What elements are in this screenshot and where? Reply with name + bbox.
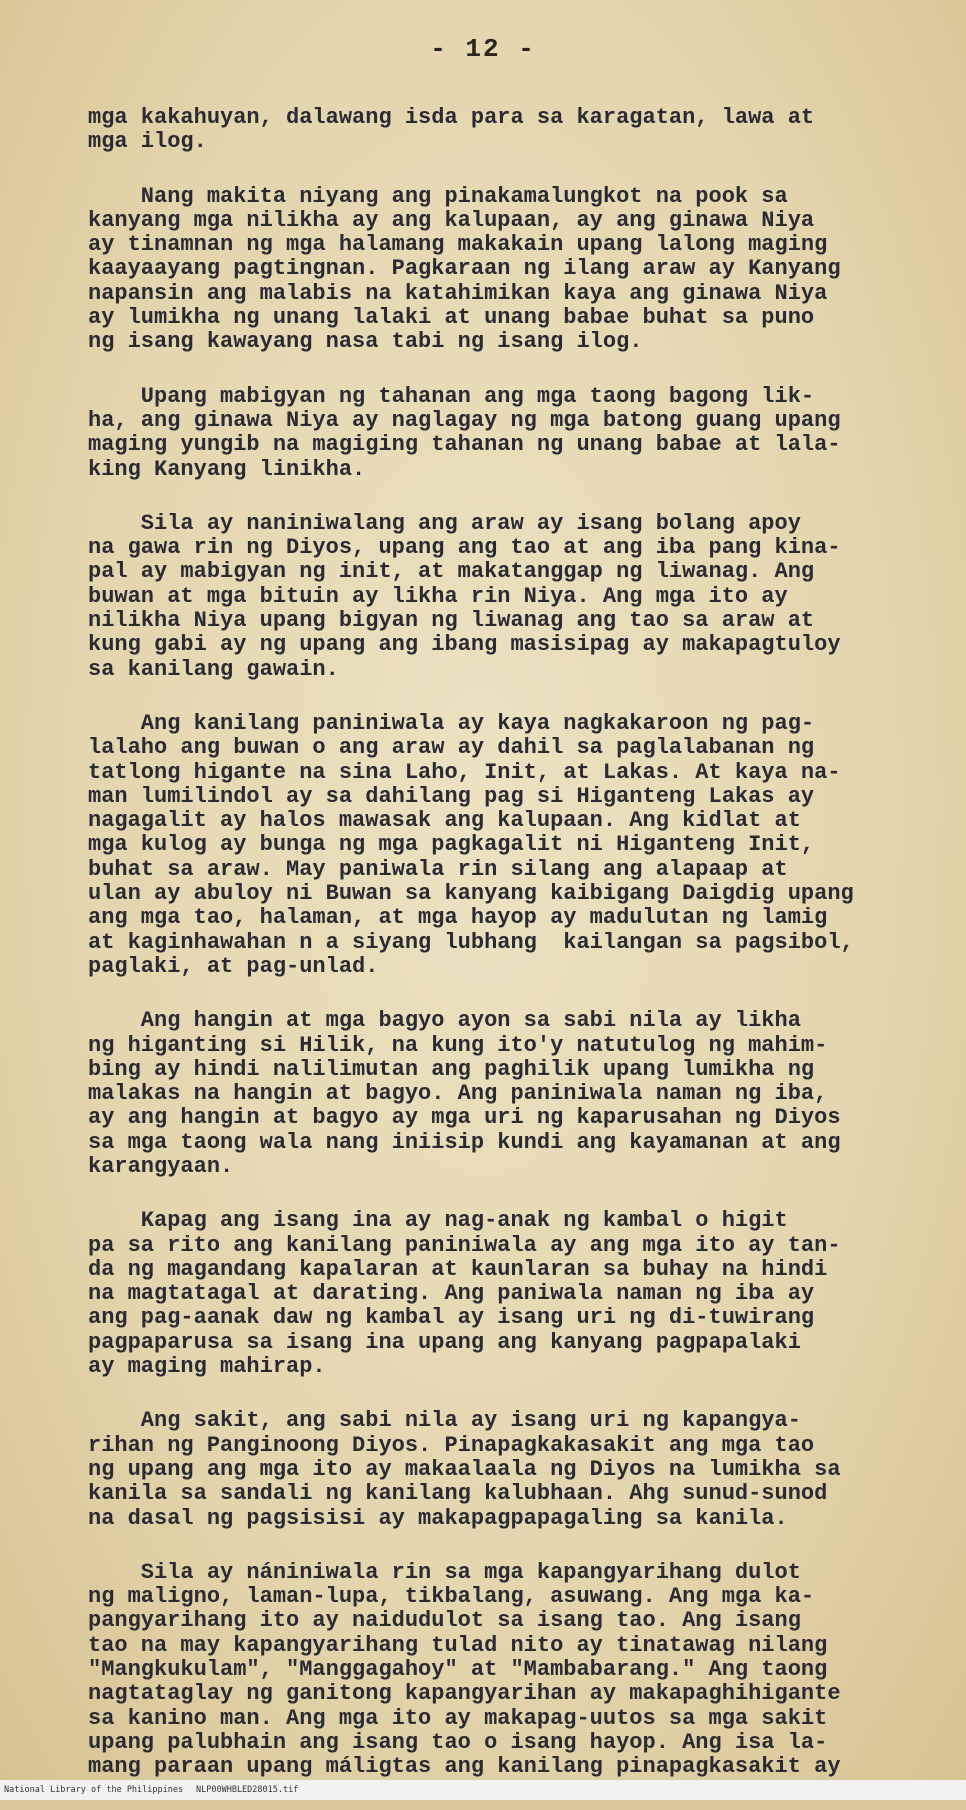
text-line: tao na may kapangyarihang tulad nito ay tinatawag nilang [88,1632,828,1658]
text-line: Ang sakit, ang sabi nila ay isang uri ng kapangya- [88,1408,801,1434]
text-line: da ng magandang kapalaran at kaunlaran sa buhay na hindi [88,1256,828,1282]
text-line: nilikha Niya upang bigyan ng liwanag ang tao sa araw at [88,608,815,634]
text-line: sa kanino man. Ang mga ito ay makapag-uutos sa mga sakit [88,1705,828,1731]
text-line: Ang hangin at mga bagyo ayon sa sabi nila ay likha [88,1008,801,1034]
text-line: at kaginhawahan n a siyang lubhang kailangan sa pagsibol, [88,929,854,955]
text-line: na dasal ng pagsisisi ay makapagpapagaling sa kanila. [88,1505,788,1531]
text-line: malakas na hangin at bagyo. Ang paniniwala naman ng iba, [88,1081,828,1107]
text-line: ay ang hangin at bagyo ay mga uri ng kaparusahan ng Diyos [88,1105,841,1131]
paragraph [88,1009,918,1179]
text-line: ang mga tao, halaman, at mga hayop ay madulutan ng lamig [88,905,828,931]
text-line: pal ay mabigyan ng init, at makatanggap ng liwanag. Ang [88,559,815,585]
text-line: kaayaayang pagtingnan. Pagkaraan ng ilang araw ay Kanyang [88,256,841,282]
paragraph [88,185,918,355]
text-line: na gawa rin ng Diyos, upang ang tao at ang iba pang kina- [88,535,841,561]
paragraph [88,106,918,155]
text-line: rihan ng Panginoong Diyos. Pinapagkakasakit ang mga tao [88,1432,815,1458]
text-line: mga kulog ay bunga ng mga pagkagalit ni Higanteng Init, [88,832,815,858]
text-line: man lumilindol ay sa dahilang pag si Higanteng Lakas ay [88,783,815,809]
text-line: buhat sa araw. May paniwala rin silang ang alapaap at [88,856,788,882]
document-body [88,106,918,1810]
text-line: Upang mabigyan ng tahanan ang mga taong bagong lik- [88,383,815,409]
text-line: nagtataglay ng ganitong kapangyarihan ay makapaghihigante [88,1681,841,1707]
paragraph [88,1209,918,1379]
text-line: ng upang ang mga ito ay makaalaala ng Diyos na lumikha sa [88,1456,841,1482]
text-line: kanyang mga nilikha ay ang kalupaan, ay ang ginawa Niya [88,207,815,233]
text-line: kanila sa sandali ng kanilang kalubhaan. Ahg sunud-sunod [88,1481,828,1507]
text-line: ng isang kawayang nasa tabi ng isang ilog. [88,329,643,355]
library-credit: National Library of the Philippines [4,1785,184,1795]
text-line: upang palubhain ang isang tao o isang hayop. Ang isa la- [88,1729,828,1755]
text-line: Sila ay nániniwala rin sa mga kapangyarihang dulot [88,1559,801,1585]
text-line: napansin ang malabis na katahimikan kaya ang ginawa Niya [88,280,828,306]
text-line: Sila ay naniniwalang ang araw ay isang bolang apoy [88,510,801,536]
text-line: ay lumikha ng unang lalaki at unang babae buhat sa puno [88,305,815,331]
paragraph [88,385,918,482]
text-line: lalaho ang buwan o ang araw ay dahil sa paglalabanan ng [88,735,815,761]
paragraph [88,512,918,682]
text-line: ay tinamnan ng mga halamang makakain upang lalong maging [88,232,828,258]
text-line: nagagalit ay halos mawasak ang kalupaan. Ang kidlat at [88,808,801,834]
scan-footer [0,1780,966,1800]
text-line: buwan at mga bituin ay likha rin Niya. Ang mga ito ay [88,583,788,609]
text-line: paglaki, at pag-unlad. [88,953,379,979]
text-line: maging yungib na magiging tahanan ng unang babae at lala- [88,432,841,458]
text-line: ng higanting si Hilik, na kung ito'y natutulog ng mahim- [88,1032,828,1058]
text-line: na magtatagal at darating. Ang paniwala naman ng iba ay [88,1281,815,1307]
text-line: bing ay hindi nalilimutan ang paghilik upang lumikha ng [88,1056,815,1082]
text-line: king Kanyang linikha. [88,456,366,482]
text-line: pa sa rito ang kanilang paniniwala ay ang mga ito ay tan- [88,1232,841,1258]
paragraph [88,1561,918,1780]
text-line: tatlong higante na sina Laho, Init, at Lakas. At kaya na- [88,759,841,785]
text-line: Ang kanilang paniniwala ay kaya nagkakaroon ng pag- [88,710,815,736]
text-line: karangyaan. [88,1153,234,1179]
text-line: "Mangkukulam", "Manggagahoy" at "Mambabarang." Ang taong [88,1657,828,1683]
text-line: ha, ang ginawa Niya ay naglagay ng mga batong guang upang [88,407,841,433]
text-line: mga kakahuyan, dalawang isda para sa karagatan, lawa at [88,105,815,130]
text-line: ng maligno, laman-lupa, tikbalang, asuwang. Ang mga ka- [88,1584,815,1610]
text-line: mang paraan upang máligtas ang kanilang pinapagkasakit ay [88,1754,841,1780]
text-line: ay maging mahirap. [88,1354,326,1380]
paragraph [88,1409,918,1530]
text-line: sa kanilang gawain. [88,656,339,682]
paragraph [88,712,918,979]
text-line: sa mga taong wala nang iniisip kundi ang kayamanan at ang [88,1129,841,1155]
text-line: mga ilog. [88,129,207,155]
text-line: kung gabi ay ng upang ang ibang masisipag ay makapagtuloy [88,632,841,658]
text-line: ulan ay abuloy ni Buwan sa kanyang kaibigang Daigdig upang [88,881,854,907]
text-line: Nang makita niyang ang pinakamalungkot na pook sa [88,183,788,209]
text-line: pagpaparusa sa isang ina upang ang kanyang pagpapalaki [88,1329,801,1355]
text-line: pangyarihang ito ay naidudulot sa isang tao. Ang isang [88,1608,801,1634]
scan-filename: NLP00WHBLED28015.tif [196,1785,299,1795]
text-line: ang pag-aanak daw ng kambal ay isang uri ng di-tuwirang [88,1305,815,1331]
text-line: Kapag ang isang ina ay nag-anak ng kambal o higit [88,1208,788,1234]
page-number: - 12 - [430,34,536,64]
